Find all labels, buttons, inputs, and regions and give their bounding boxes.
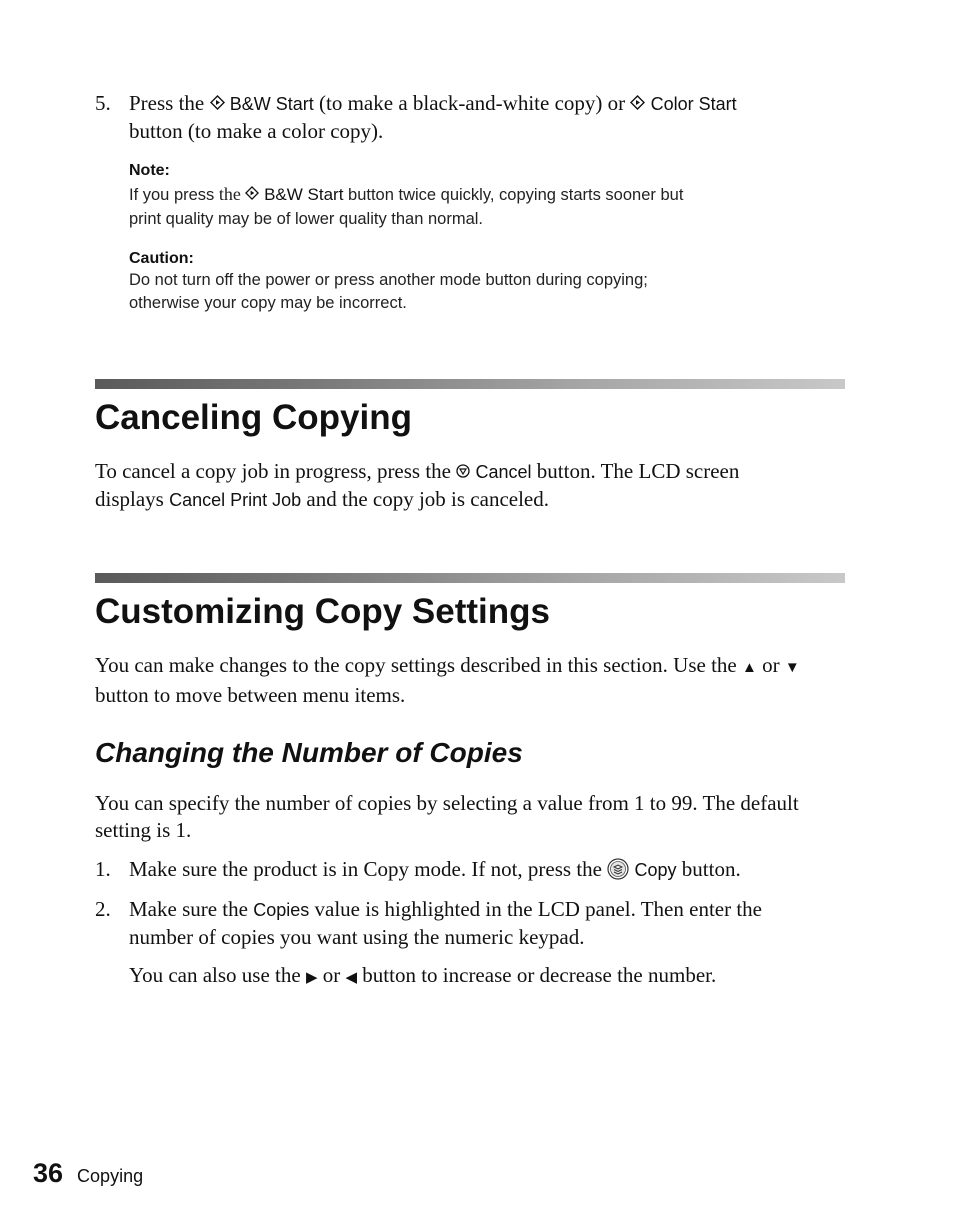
up-arrow-icon: ▲ <box>741 660 757 676</box>
bw-start-label: B&W Start <box>229 94 314 114</box>
page-footer <box>33 1158 143 1189</box>
lcd-message: Cancel Print Job <box>169 490 302 510</box>
footer-section-label: Copying <box>77 1166 144 1186</box>
caution-heading: Caution: <box>129 250 194 267</box>
copies-setting-label: Copies <box>253 900 310 920</box>
color-start-label: Color Start <box>650 94 737 114</box>
step-number: 5. <box>95 91 111 115</box>
caution-text: Do not turn off the power or press another mode button during copying; otherwise your copy may be incorrect. <box>129 271 648 312</box>
step-1-text: Make sure the product is in Copy mode. If not, press the Copy button. <box>129 857 741 881</box>
caution-box <box>129 250 829 315</box>
cancel-button-label: Cancel <box>475 462 532 482</box>
section-rule <box>95 379 845 389</box>
start-diamond-icon <box>245 186 259 200</box>
step-number: 1. <box>95 857 111 881</box>
note-heading: Note: <box>129 162 170 179</box>
copy-mode-icon <box>607 858 629 880</box>
start-diamond-icon <box>630 95 645 110</box>
start-diamond-icon <box>210 95 225 110</box>
section-title-customizing: Customizing Copy Settings <box>95 592 550 631</box>
customize-paragraph: You can make changes to the copy settings described in this section. Use the ▲ or ▼ button to move between menu items. <box>95 653 800 707</box>
section-title-canceling: Canceling Copying <box>95 398 412 437</box>
section-rule <box>95 573 845 583</box>
step-2-subtext: You can also use the ▶ or ◀ button to increase or decrease the number. <box>129 963 717 987</box>
step-2-text: Make sure the Copies value is highlighted in the LCD panel. Then enter the number of copies you want using the numeric keypad. <box>129 897 763 949</box>
subsection-paragraph: You can specify the number of copies by selecting a value from 1 to 99. The default setting is 1. <box>95 791 799 842</box>
note-box <box>129 162 829 231</box>
note-text: If you press the B&W Start button twice quickly, copying starts sooner but print quality may be of lower quality than normal. <box>129 184 684 228</box>
bw-start-label: B&W Start <box>264 185 344 204</box>
page-number: 36 <box>33 1158 64 1188</box>
step-number: 2. <box>95 897 111 921</box>
copy-button-label: Copy <box>634 860 677 880</box>
step-5-text: Press the B&W Start (to make a black-and-white copy) or Color Start button (to make a color copy). <box>129 91 737 143</box>
subsection-title: Changing the Number of Copies <box>95 737 523 768</box>
down-arrow-icon: ▼ <box>784 660 800 676</box>
stop-icon <box>456 464 470 478</box>
right-arrow-icon: ▶ <box>305 970 318 986</box>
left-arrow-icon: ◀ <box>345 970 358 986</box>
cancel-paragraph: To cancel a copy job in progress, press the Cancel button. The LCD screen displays Cancel Print Job and the copy job is canceled. <box>95 459 740 511</box>
